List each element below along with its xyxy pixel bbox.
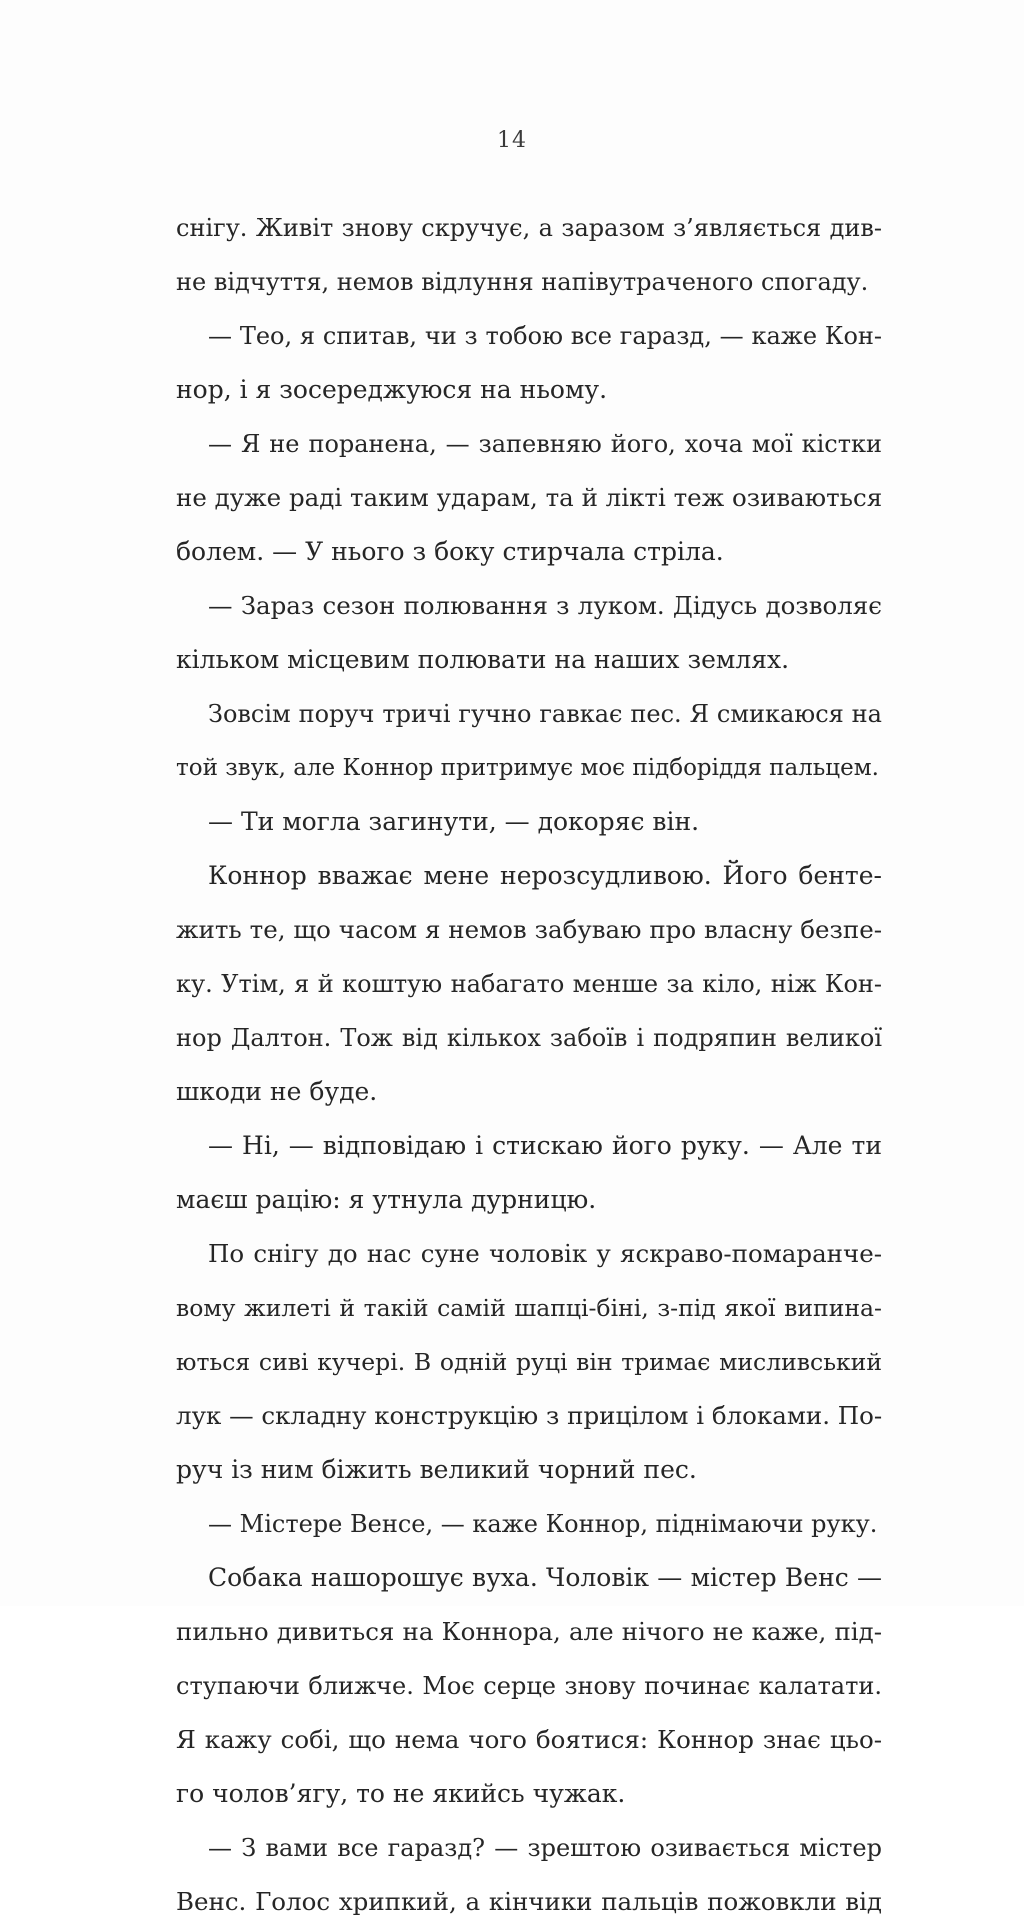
text-line: — З вами все гаразд? — зрештою озивається містер	[208, 1834, 882, 1862]
text-line: снігу. Живіт знову скручує, а заразом з’являється див-	[176, 214, 882, 242]
text-line: Венс. Голос хрипкий, а кінчики пальців пожовкли від	[176, 1887, 882, 1916]
text-line: нор, і я зосереджуюся на ньому.	[176, 375, 608, 404]
text-line: лук — складну конструкцію з прицілом і блоками. По-	[176, 1401, 883, 1430]
text-line: — Ні, — відповідаю і стискаю його руку. — Але ти	[208, 1131, 882, 1160]
text-line: не відчуття, немов відлуння напівутраченого спогаду.	[176, 268, 869, 296]
text-line: кільком місцевим полювати на наших землях.	[176, 645, 790, 674]
text-line: жить те, що часом я немов забуваю про власну безпе-	[176, 915, 882, 944]
text-line: Зовсім поруч тричі гучно гавкає пес. Я смикаюся на	[208, 700, 882, 728]
text-line: го чолов’ягу, то не якийсь чужак.	[176, 1779, 626, 1808]
text-line: маєш рацію: я утнула дурницю.	[176, 1185, 597, 1214]
text-line: пильно дивиться на Коннора, але нічого не каже, під-	[176, 1617, 882, 1646]
text-line: Собака нашорошує вуха. Чоловік — містер Венс —	[208, 1563, 882, 1592]
text-line: руч із ним біжить великий чорний пес.	[176, 1455, 697, 1484]
text-line: нор Далтон. Тож від кількох забоїв і подряпин великої	[176, 1024, 882, 1052]
text-line: ступаючи ближче. Моє серце знову починає калатати.	[176, 1672, 882, 1700]
text-line: не дуже раді таким ударам, та й лікті теж озиваються	[176, 483, 883, 512]
text-line: Я кажу собі, що нема чого боятися: Коннор знає цьо-	[176, 1725, 882, 1754]
text-line: — Я не поранена, — запевняю його, хоча мої кістки	[208, 430, 882, 458]
text-line: шкоди не буде.	[176, 1077, 378, 1106]
text-line: — Містере Венсе, — каже Коннор, піднімаючи руку.	[208, 1510, 878, 1538]
text-line: той звук, але Коннор притримує моє підборіддя пальцем.	[176, 755, 879, 781]
text-line: — Тео, я спитав, чи з тобою все гаразд, — каже Кон-	[208, 322, 882, 350]
text-line: По снігу до нас суне чоловік у яскраво-помаранче-	[208, 1239, 882, 1268]
text-line: Коннор вважає мене нерозсудливою. Його бенте-	[208, 861, 882, 890]
text-line: — Ти могла загинути, — докоряє він.	[208, 807, 700, 836]
text-line: вому жилеті й такій самій шапці-біні, з-під якої випина-	[176, 1294, 882, 1322]
page-number: 14	[497, 128, 527, 153]
text-line: ку. Утім, я й коштую набагато менше за кіло, ніж Кон-	[176, 970, 882, 998]
text-line: — Зараз сезон полювання з луком. Дідусь дозволяє	[208, 591, 882, 620]
text-line: ються сиві кучері. В одній руці він тримає мисливський	[176, 1348, 882, 1376]
body-text	[176, 201, 882, 1929]
text-line: болем. — У нього з боку стирчала стріла.	[176, 537, 724, 566]
